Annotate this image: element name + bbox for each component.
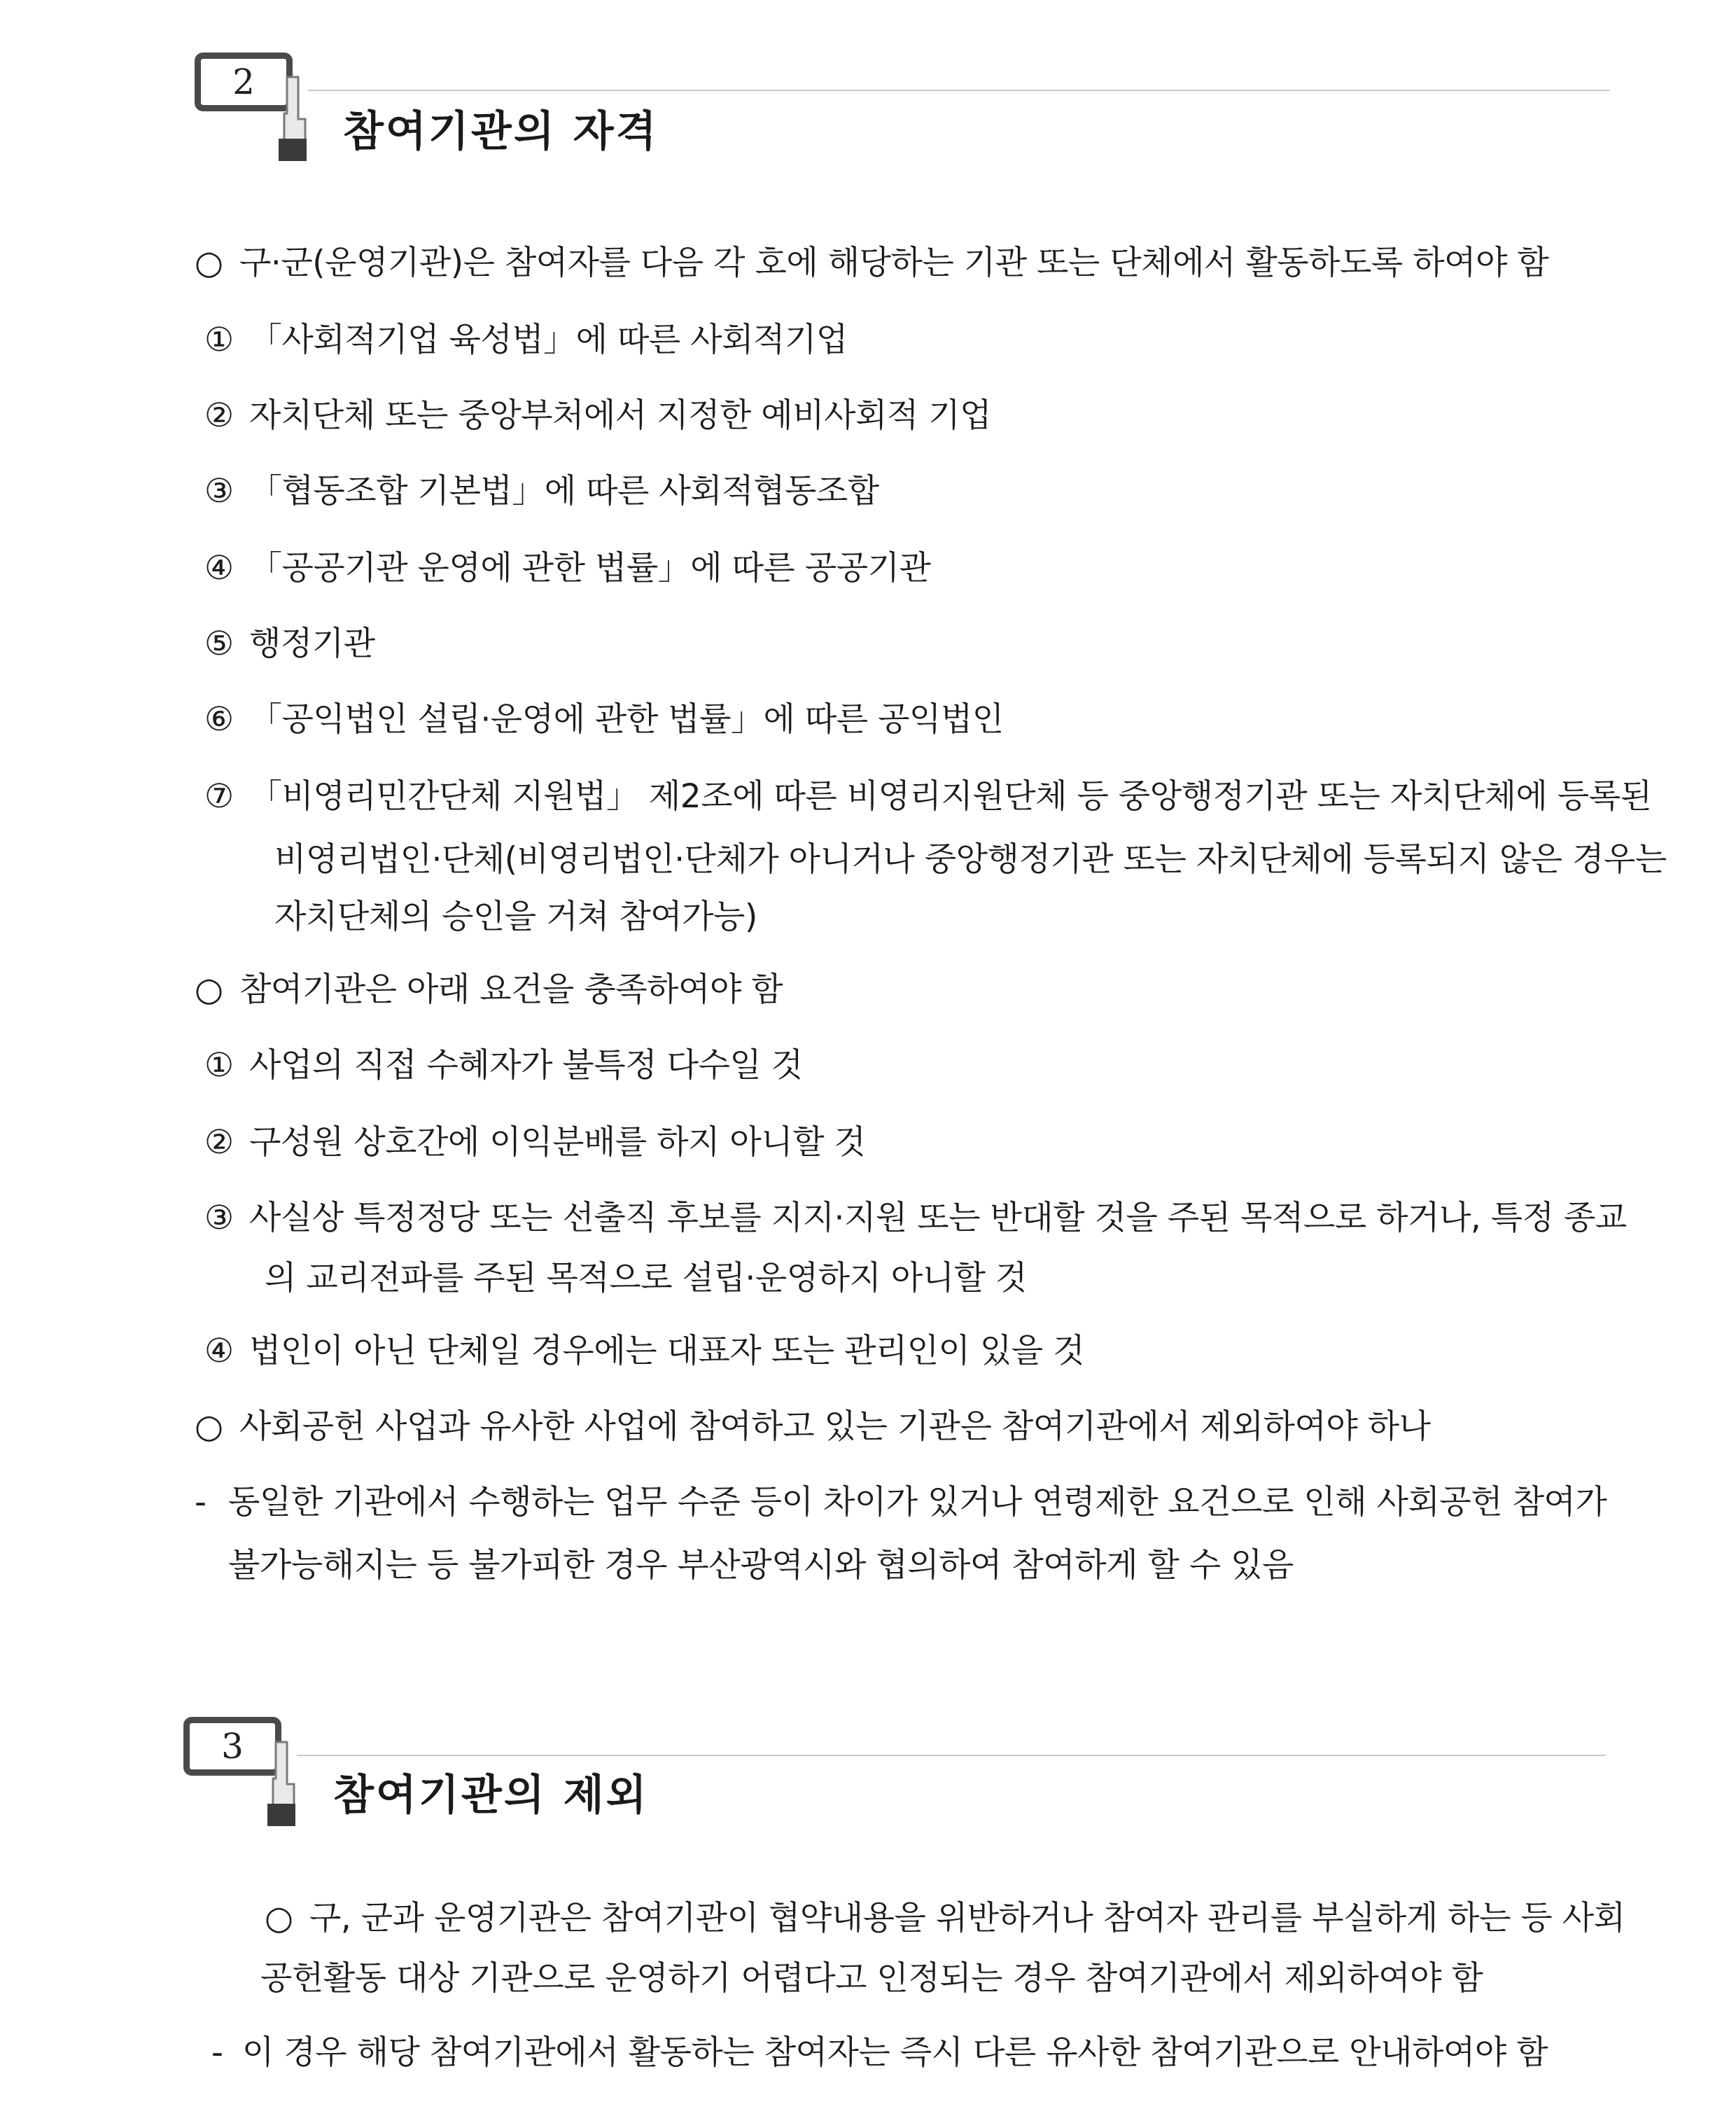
pointing-hand-icon <box>274 70 316 161</box>
section-number: 2 <box>232 62 255 102</box>
section-divider <box>297 1755 1606 1756</box>
section-title: 참여기관의 자격 <box>343 107 659 156</box>
list-item: ⑤ 행정기관 <box>204 625 375 663</box>
list-item: ② 구성원 상호간에 이익분배를 하지 아니할 것 <box>204 1123 866 1162</box>
list-item: ① 「사회적기업 육성법」에 따른 사회적기업 <box>204 321 848 359</box>
list-item: ⑦ 「비영리민간단체 지원법」 제2조에 따른 비영리지원단체 등 중앙행정기관 또는 자치단체에 등록된 <box>204 777 1652 816</box>
list-item: ③ 사실상 특정정당 또는 선출직 후보를 지지·지원 또는 반대할 것을 주된 목적으로 하거나, 특정 종교 <box>204 1199 1627 1237</box>
list-item: ○ 사회공헌 사업과 유사한 사업에 참여하고 있는 기관은 참여기관에서 제외하여야 하나 <box>195 1407 1431 1446</box>
list-item: ○ 참여기관은 아래 요건을 충족하여야 함 <box>195 970 783 1009</box>
list-item-continuation: 비영리법인·단체(비영리법인·단체가 아니거나 중앙행정기관 또는 자치단체에 등록되지 않은 경우는 <box>274 840 1667 879</box>
list-item: ① 사업의 직접 수혜자가 불특정 다수일 것 <box>204 1046 803 1085</box>
list-item: ○ 구, 군과 운영기관은 참여기관이 협약내용을 위반하거나 참여자 관리를 부실하게 하는 등 사회 <box>265 1899 1625 1937</box>
list-item-continuation: 자치단체의 승인을 거쳐 참여가능) <box>274 898 757 936</box>
list-item-continuation: 의 교리전파를 주된 목적으로 설립·운영하지 아니할 것 <box>265 1259 1027 1297</box>
list-item: ⑥ 「공익법인 설립·운영에 관한 법률」에 따른 공익법인 <box>204 700 1004 739</box>
section-number: 3 <box>221 1726 244 1767</box>
list-item: ④ 「공공기관 운영에 관한 법률」에 따른 공공기관 <box>204 549 931 587</box>
list-item-continuation: 불가능해지는 등 불가피한 경우 부산광역시와 협의하여 참여하게 할 수 있음 <box>228 1546 1294 1585</box>
section-divider <box>308 90 1610 91</box>
list-item: - 이 경우 해당 참여기관에서 활동하는 참여자는 즉시 다른 유사한 참여기관으로 안내하여야 함 <box>211 2033 1548 2072</box>
list-item: ○ 구·군(운영기관)은 참여자를 다음 각 호에 해당하는 기관 또는 단체에서 활동하도록 하여야 함 <box>195 244 1549 282</box>
pointing-hand-icon <box>263 1735 305 1826</box>
list-item: ④ 법인이 아닌 단체일 경우에는 대표자 또는 관리인이 있을 것 <box>204 1332 1085 1370</box>
list-item: - 동일한 기관에서 수행하는 업무 수준 등이 차이가 있거나 연령제한 요건으로 인해 사회공헌 참여가 <box>195 1483 1607 1522</box>
section-title: 참여기관의 제외 <box>333 1771 649 1820</box>
list-item: ② 자치단체 또는 중앙부처에서 지정한 예비사회적 기업 <box>204 396 992 435</box>
list-item: ③ 「협동조합 기본법」에 따른 사회적협동조합 <box>204 472 879 510</box>
list-item-continuation: 공헌활동 대상 기관으로 운영하기 어렵다고 인정되는 경우 참여기관에서 제외하여야 함 <box>260 1959 1483 1998</box>
